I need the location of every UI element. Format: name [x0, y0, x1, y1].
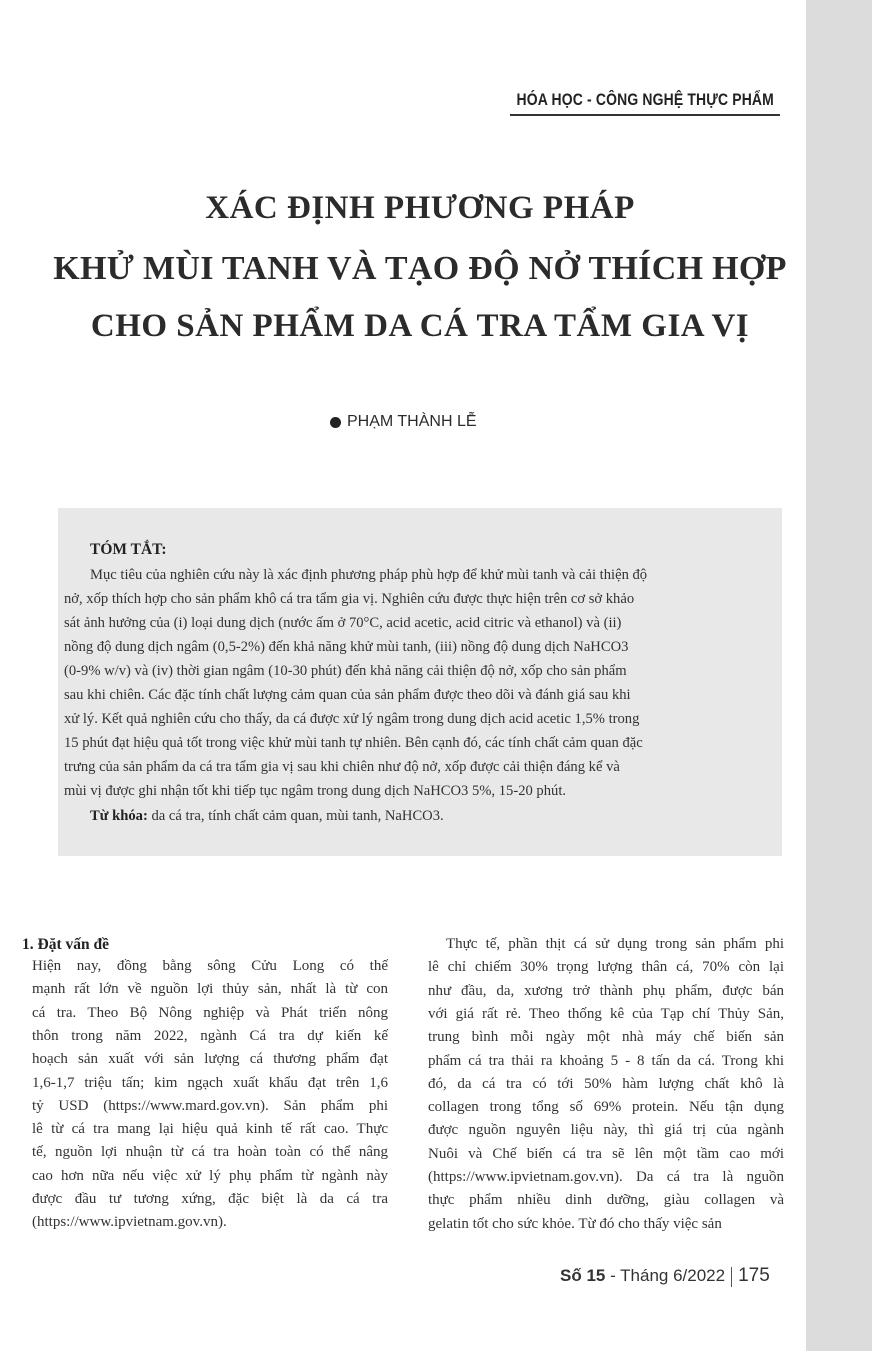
body-text-line: collagen trong tổng số 69% protein. Nếu tận dụng — [428, 1099, 784, 1116]
abstract-line: nở, xốp thích hợp cho sản phẩm khô cá tra tẩm gia vị. Nghiên cứu được thực hiện trên cơ sở khảo — [64, 591, 635, 607]
body-text-line: được đầu tư tương xứng, đặc biệt là da cá tra — [32, 1191, 388, 1207]
issue-month: Tháng 6/2022 — [620, 1266, 726, 1285]
section-label: HÓA HỌC - CÔNG NGHỆ THỰC PHẨM — [516, 90, 774, 109]
abstract-line: (0-9% w/v) và (iv) thời gian ngâm (10-30 phút) đến khả năng cải thiện độ nở, xốp cho sản phẩm — [64, 663, 627, 679]
footer-separator — [731, 1267, 732, 1287]
body-text-line: thực phẩm nhiều dinh dưỡng, giàu collagen và — [428, 1192, 784, 1209]
body-text-line: tỷ USD (https://www.mard.gov.vn). Sản phẩm phi — [32, 1097, 388, 1114]
abstract-line: sau khi chiên. Các đặc tính chất lượng cảm quan của sản phẩm được theo dõi và đánh giá sau khi — [64, 687, 631, 703]
keywords-text: da cá tra, tính chất cảm quan, mùi tanh, NaHCO3. — [147, 808, 444, 824]
abstract-box — [58, 508, 782, 856]
body-text-line: Thực tế, phần thịt cá sử dụng trong sản phẩm phi — [446, 936, 784, 952]
body-text-line: (https://www.ipvietnam.gov.vn). — [32, 1214, 227, 1231]
abstract-line: 15 phút đạt hiệu quả tốt trong việc khử mùi tanh tự nhiên. Bên cạnh đó, các tính chất cảm quan đặc — [64, 735, 643, 751]
author-byline — [330, 409, 477, 435]
bullet-icon — [330, 417, 341, 428]
body-text-line: (https://www.ipvietnam.gov.vn). Da cá tra là nguồn — [428, 1169, 784, 1185]
footer-dash: - — [605, 1266, 621, 1285]
body-text-line: tế, nguồn lợi nhuận từ cá tra hoàn toàn có thể nâng — [32, 1144, 388, 1161]
body-text-line: 1,6-1,7 triệu tấn; kim ngạch xuất khẩu đạt trên 1,6 — [32, 1074, 388, 1091]
body-text-line: cá tra. Theo Bộ Nông nghiệp và Phát triển nông — [32, 1004, 388, 1021]
page-number: 175 — [738, 1265, 770, 1286]
abstract-line: xử lý. Kết quả nghiên cứu cho thấy, da cá được xử lý ngâm trong dung dịch acid acetic 1,5% trong — [64, 711, 640, 727]
body-text-line: trung bình mỗi ngày một nhà máy chế biến sản — [428, 1029, 784, 1046]
section-title: 1. Đặt vấn đề — [22, 936, 109, 953]
abstract-line: mùi vị được ghi nhận tốt khi tiếp tục ngâm trong dung dịch NaHCO3 5%, 15-20 phút. — [64, 783, 567, 799]
section-header — [500, 86, 800, 116]
article-title-line-2: KHỬ MÙI TANH VÀ TẠO ĐỘ NỞ THÍCH HỢP — [53, 250, 787, 287]
abstract-line: trưng của sản phẩm da cá tra tẩm gia vị sau khi chiên như độ nở, xốp được cải thiện đáng kể và — [64, 759, 620, 775]
body-text-line: phẩm cá tra thải ra khoảng 5 - 8 tấn da cá. Trong khi — [428, 1052, 784, 1069]
body-text-line: lê từ cá tra mang lại hiệu quả kinh tế rất cao. Thực — [32, 1121, 388, 1138]
issue-number: Số 15 — [560, 1266, 606, 1285]
abstract-heading: TÓM TẮT: — [90, 541, 167, 558]
keywords-line — [90, 808, 444, 825]
header-rule — [510, 114, 780, 116]
body-text-line: hoạch sản xuất với sản lượng cá thương phẩm đạt — [32, 1051, 388, 1068]
body-text-line: Hiện nay, đồng bằng sông Cửu Long có thế — [32, 958, 388, 974]
body-text-line: như đầu, da, xương trở thành phụ phẩm, được bán — [428, 982, 784, 999]
page-footer — [560, 1265, 780, 1295]
body-text-line: thôn trong năm 2022, ngành Cá tra dự kiến kế — [32, 1027, 388, 1044]
body-text-line: mạnh rất lớn về nguồn lợi thủy sản, nhất là từ con — [32, 981, 388, 998]
page-edge-shadow — [806, 0, 872, 1351]
body-text-line: lê chỉ chiếm 30% trọng lượng thân cá, 70% còn lại — [428, 959, 784, 976]
abstract-line: sát ảnh hưởng của (i) loại dung dịch (nước ấm ở 70°C, acid acetic, acid citric và ethanol) và (ii) — [64, 615, 622, 631]
body-text-line: đó, da cá tra có tới 50% hàm lượng chất khô là — [428, 1075, 784, 1092]
body-text-line: được nguồn nguyên liệu này, thì giá trị của ngành — [428, 1122, 784, 1139]
keywords-label: Từ khóa: — [90, 808, 148, 824]
body-text-line: Nuôi và Chế biến cá tra sẽ lên một tầm cao mới — [428, 1145, 784, 1162]
abstract-line: nồng độ dung dịch ngâm (0,5-2%) đến khả năng khử mùi tanh, (iii) nồng độ dung dịch NaHCO3 — [64, 639, 629, 655]
author-name: PHẠM THÀNH LỄ — [347, 413, 477, 430]
body-text-line: cao hơn nữa nếu việc xử lý phụ phẩm từ ngành này — [32, 1167, 388, 1184]
body-text-line: gelatin tốt cho sức khỏe. Từ đó cho thấy việc sản — [428, 1215, 722, 1232]
body-text-line: với giá rất rẻ. Theo thống kê của Tạp chí Thủy Sản, — [428, 1005, 784, 1022]
abstract-line: Mục tiêu của nghiên cứu này là xác định phương pháp phù hợp để khử mùi tanh và cải thiện độ — [90, 567, 648, 583]
article-title-line-1: XÁC ĐỊNH PHƯƠNG PHÁP — [205, 190, 635, 226]
article-title-line-3: CHO SẢN PHẨM DA CÁ TRA TẨM GIA VỊ — [90, 308, 750, 344]
